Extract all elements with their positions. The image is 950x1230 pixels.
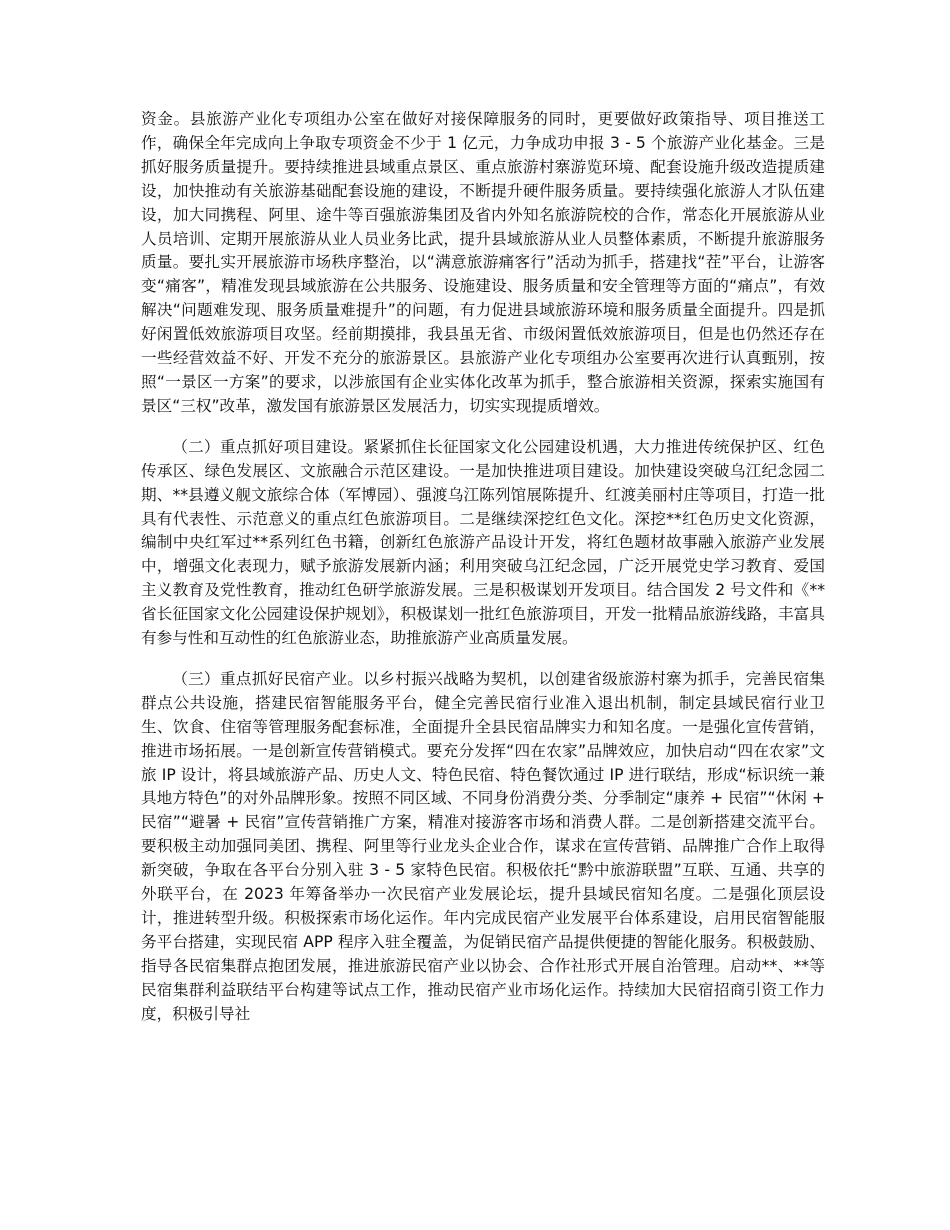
paragraph-project-construction: （二）重点抓好项目建设。紧紧抓住长征国家文化公园建设机遇，大力推进传统保护区、红色传承区、绿色发展区、文旅融合示范区建设。一是加快推进项目建设。加快建设突破乌江纪念园二期、**县遵义舰文旅综合体（军博园）、强渡乌江陈列馆展陈提升、红渡美丽村庄等项目，打造一批具有代表性、示范意义的重点红色旅游项目。二是继续深挖红色文化。深挖**红色历史文化资源，编制中央红军过**系列红色书籍，创新红色旅游产品设计开发，将红色题材故事融入旅游产业发展中，增强文化表现力，赋予旅游发展新内涵；利用突破乌江纪念园，广泛开展党史学习教育、爱国主义教育及党性教育，推动红色研学旅游发展。三是积极谋划开发项目。结合国发 2 号文件和《**省长征国家文化公园建设保护规划》，积极谋划一批红色旅游项目，开发一批精品旅游线路，丰富具有参与性和互动性的红色旅游业态，助推旅游产业高质量发展。: [141, 437, 825, 648]
paragraph-gap: [141, 651, 825, 668]
paragraph-funding-service-quality: 资金。县旅游产业化专项组办公室在做好对接保障服务的同时，更要做好政策指导、项目推送工作，确保全年完成向上争取专项资金不少于 1 亿元，力争成功申报 3 - 5 个旅游产业化基金。三是抓好服务质量提升。要持续推进县域重点景区、重点旅游村寨游览环境、配套设施升级改造提质建设，加快推动有关旅游基础配套设施的建设，不断提升硬件服务质量。要持续强化旅游人才队伍建设，加大同携程、阿里、途牛等百强旅游集团及省内外知名旅游院校的合作，常态化开展旅游从业人员培训、定期开展旅游从业人员业务比武，提升县域旅游从业人员整体素质，不断提升旅游服务质量。要扎实开展旅游市场秩序整治，以“满意旅游痛客行”活动为抓手，搭建找“茬”平台，让游客变“痛客”，精准发现县域旅游在公共服务、设施建设、服务质量和安全管理等方面的“痛点”，有效解决“问题难发现、服务质量难提升”的问题，有力促进县域旅游环境和服务质量全面提升。四是抓好闲置低效旅游项目攻坚。经前期摸排，我县虽无省、市级闲置低效旅游项目，但是也仍然还存在一些经营效益不好、开发不充分的旅游景区。县旅游产业化专项组办公室要再次进行认真甄别，按照“一景区一方案”的要求，以涉旅国有企业实体化改革为抓手，整合旅游相关资源，探索实施国有景区“三权”改革，激发国有旅游景区发展活力，切实实现提质增效。: [141, 110, 825, 415]
paragraph-homestay-industry: （三）重点抓好民宿产业。以乡村振兴战略为契机，以创建省级旅游村寨为抓手，完善民宿集群点公共设施，搭建民宿智能服务平台，健全完善民宿行业准入退出机制，制定县域民宿行业卫生、饮食、住宿等管理服务配套标准，全面提升全县民宿品牌实力和知名度。一是强化宣传营销，推进市场拓展。一是创新宣传营销模式。要充分发挥“四在农家”品牌效应，加快启动“四在农家”文旅 IP 设计，将县域旅游产品、历史人文、特色民宿、特色餐饮通过 IP 进行联结，形成“标识统一兼具地方特色”的对外品牌形象。按照不同区域、不同身份消费分类、分季制定“康养 + 民宿”“休闲 + 民宿”“避暑 + 民宿”宣传营销推广方案，精准对接游客市场和消费人群。二是创新搭建交流平台。要积极主动加强同美团、携程、阿里等行业龙头企业合作，谋求在宣传营销、品牌推广合作上取得新突破，争取在各平台分别入驻 3 - 5 家特色民宿。积极依托“黔中旅游联盟”互联、互通、共享的外联平台，在 2023 年筹备举办一次民宿产业发展论坛，提升县域民宿知名度。二是强化顶层设计，推进转型升级。积极探索市场化运作。年内完成民宿产业发展平台体系建设，启用民宿智能服务平台搭建，实现民宿 APP 程序入驻全覆盖，为促销民宿产品提供便捷的智能化服务。积极鼓励、指导各民宿集群点抱团发展，推进旅游民宿产业以协会、合作社形式开展自治管理。启动**、**等民宿集群利益联结平台构建等试点工作，推动民宿产业市场化运作。持续加大民宿招商引资工作力度，积极引导社: [141, 669, 825, 1023]
paragraph-gap: [141, 419, 825, 436]
document-body: [141, 108, 825, 1027]
